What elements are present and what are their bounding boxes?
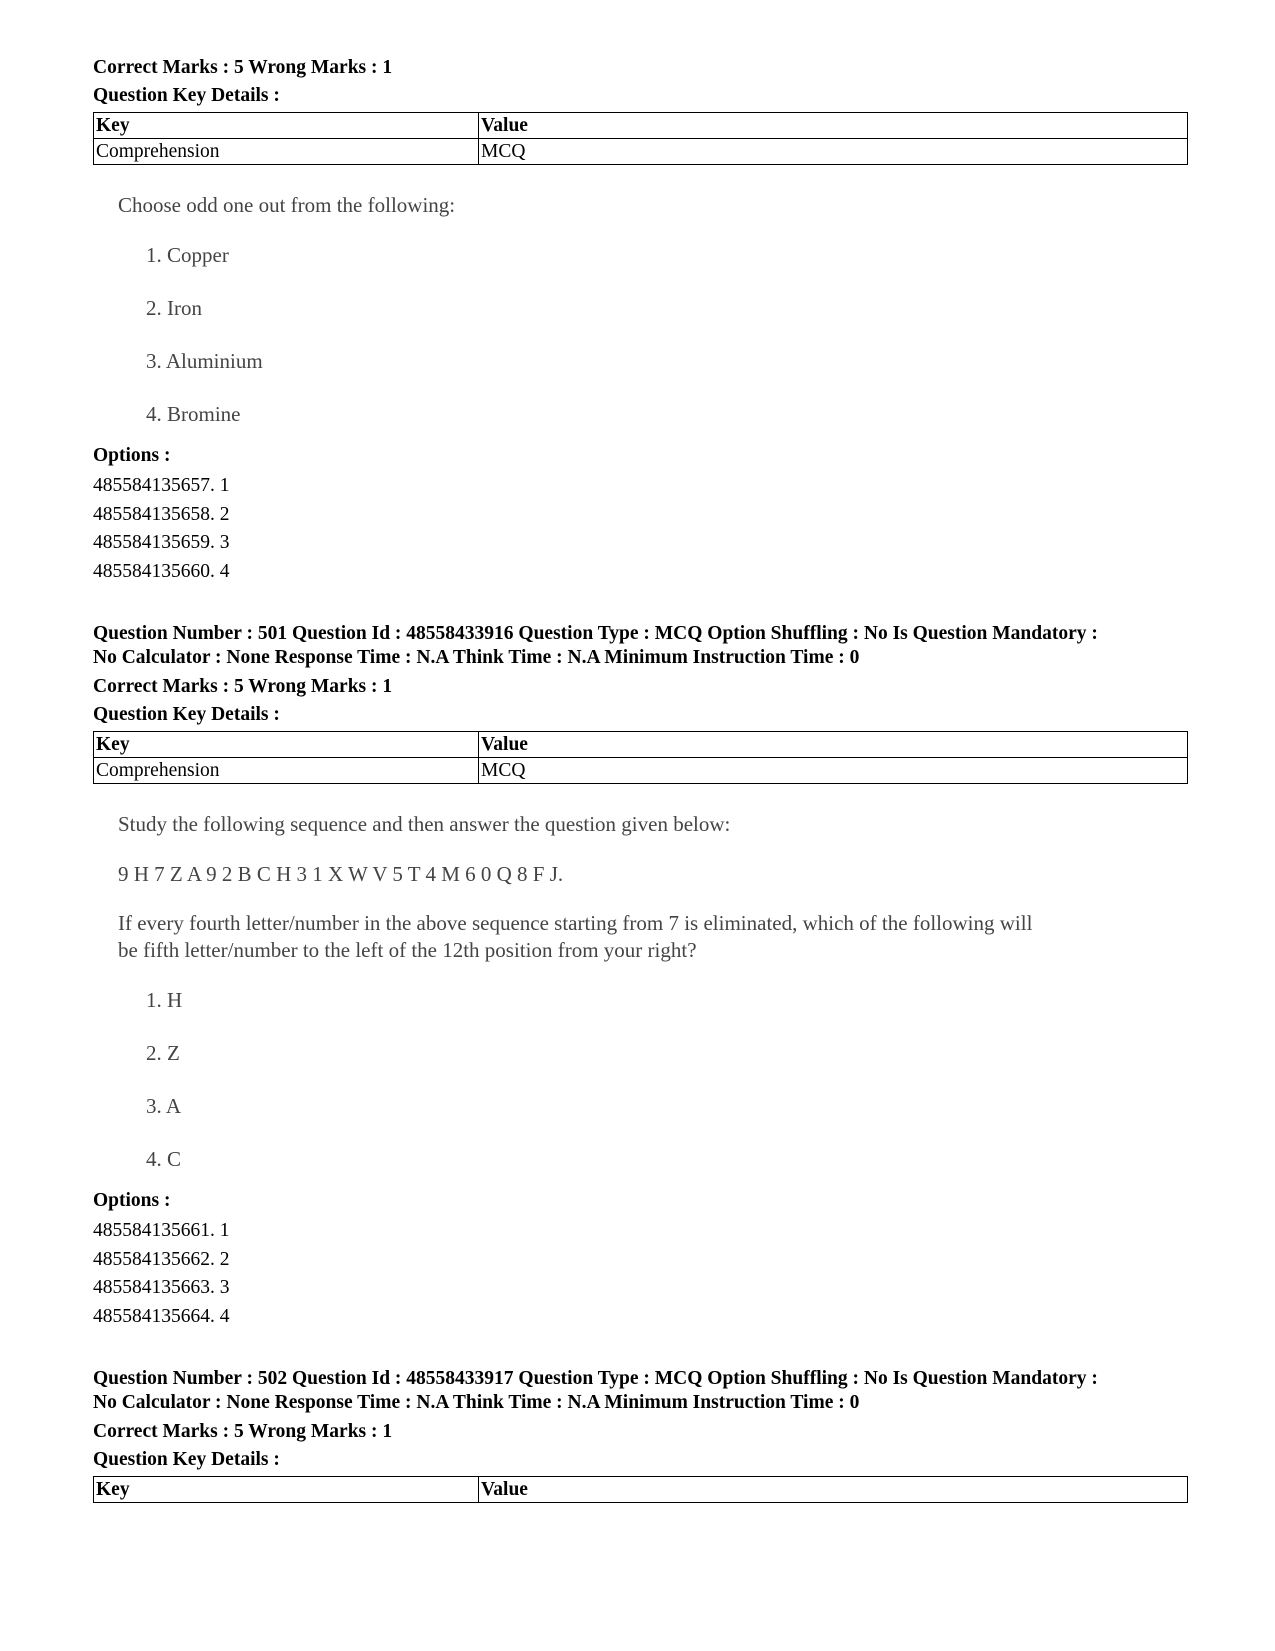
question-content xyxy=(118,810,1183,1183)
choice-item: 1. H xyxy=(146,988,183,1012)
choice-item: 4. C xyxy=(146,1147,182,1171)
table-row xyxy=(94,139,1188,165)
key-header: Key xyxy=(94,113,479,139)
question-block-501 xyxy=(93,622,1183,1331)
table-header-row xyxy=(94,113,1188,139)
key-header: Key xyxy=(94,732,479,758)
marks-line: Correct Marks : 5 Wrong Marks : 1 xyxy=(93,57,393,78)
question-header-line2: No Calculator : None Response Time : N.A Think Time : N.A Minimum Instruction Time : 0 xyxy=(93,1392,860,1413)
question-block-500 xyxy=(93,56,1183,586)
key-details-label: Question Key Details : xyxy=(93,704,280,725)
option-item: 485584135662. 2 xyxy=(93,1248,230,1270)
key-details-table xyxy=(93,731,1188,784)
value-header: Value xyxy=(479,732,1188,758)
question-content xyxy=(118,191,1183,438)
question-choices xyxy=(146,241,1183,438)
options-label: Options : xyxy=(93,445,171,466)
key-cell: Comprehension xyxy=(94,139,479,165)
key-details-table xyxy=(93,112,1188,165)
question-body-line: be fifth letter/number to the left of the 12th position from your right? xyxy=(118,938,697,962)
key-cell: Comprehension xyxy=(94,758,479,784)
question-header-line1: Question Number : 501 Question Id : 48558433916 Question Type : MCQ Option Shuffling : No Is Question Mandatory : xyxy=(93,623,1098,644)
question-header-line2: No Calculator : None Response Time : N.A Think Time : N.A Minimum Instruction Time : 0 xyxy=(93,647,860,668)
key-details-table xyxy=(93,1476,1188,1503)
value-header: Value xyxy=(479,113,1188,139)
key-header: Key xyxy=(94,1477,479,1503)
question-block-502 xyxy=(93,1367,1183,1503)
choice-item: 1. Copper xyxy=(146,243,229,267)
value-cell: MCQ xyxy=(479,758,1188,784)
option-item: 485584135657. 1 xyxy=(93,475,230,496)
document-page xyxy=(93,56,1183,1503)
table-header-row xyxy=(94,732,1188,758)
question-header-line1: Question Number : 502 Question Id : 48558433917 Question Type : MCQ Option Shuffling : No Is Question Mandatory : xyxy=(93,1368,1098,1389)
choice-item: 2. Iron xyxy=(146,296,202,320)
question-sequence: 9 H 7 Z A 9 2 B C H 3 1 X W V 5 T 4 M 6 0 Q 8 F J. xyxy=(118,862,564,886)
key-details-label: Question Key Details : xyxy=(93,85,280,106)
option-item: 485584135664. 4 xyxy=(93,1305,230,1327)
options-label: Options : xyxy=(93,1190,171,1211)
option-item: 485584135660. 4 xyxy=(93,560,230,582)
options-list xyxy=(93,472,1183,586)
choice-item: 4. Bromine xyxy=(146,402,241,426)
choice-item: 3. A xyxy=(146,1094,182,1118)
options-list xyxy=(93,1217,1183,1331)
question-body xyxy=(118,910,1183,964)
marks-line: Correct Marks : 5 Wrong Marks : 1 xyxy=(93,1421,393,1442)
choice-item: 3. Aluminium xyxy=(146,349,263,373)
question-body-line: If every fourth letter/number in the above sequence starting from 7 is eliminated, which of the following will xyxy=(118,911,1033,935)
value-header: Value xyxy=(479,1477,1188,1503)
table-row xyxy=(94,758,1188,784)
key-details-label: Question Key Details : xyxy=(93,1449,280,1470)
question-choices xyxy=(146,986,1183,1183)
table-header-row xyxy=(94,1477,1188,1503)
question-stem: Choose odd one out from the following: xyxy=(118,193,456,217)
question-stem: Study the following sequence and then answer the question given below: xyxy=(118,812,731,836)
value-cell: MCQ xyxy=(479,139,1188,165)
option-item: 485584135659. 3 xyxy=(93,532,230,553)
option-item: 485584135663. 3 xyxy=(93,1277,230,1298)
choice-item: 2. Z xyxy=(146,1041,180,1065)
marks-line: Correct Marks : 5 Wrong Marks : 1 xyxy=(93,676,393,697)
option-item: 485584135658. 2 xyxy=(93,503,230,525)
option-item: 485584135661. 1 xyxy=(93,1220,230,1241)
